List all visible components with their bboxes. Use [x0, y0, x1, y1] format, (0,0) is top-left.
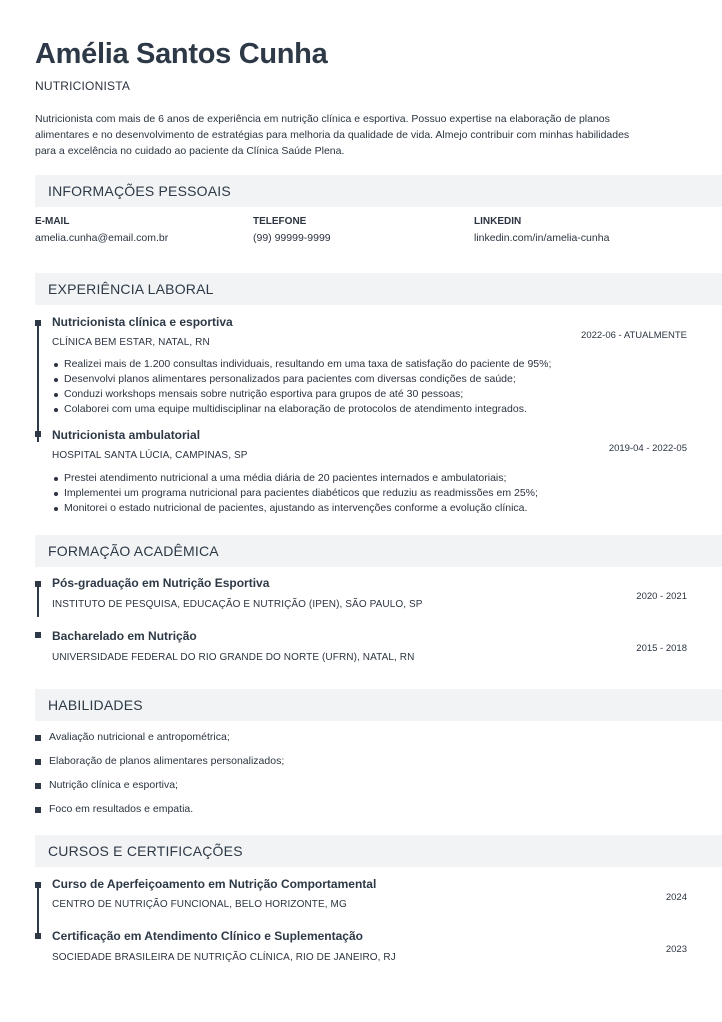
phone-value: (99) 99999-9999 — [253, 232, 331, 244]
degree-school: INSTITUTO DE PESQUISA, EDUCAÇÃO E NUTRIÇÃO (IPEN), SÃO PAULO, SP — [52, 599, 423, 610]
section-title: HABILIDADES — [48, 697, 143, 713]
degree-title: Pós-graduação em Nutrição Esportiva — [52, 576, 270, 590]
skill-label: Nutrição clínica e esportiva; — [49, 779, 178, 791]
bullet-square-icon — [35, 735, 41, 741]
phone-block — [253, 216, 331, 244]
skill-label: Avaliação nutricional e antropométrica; — [49, 731, 230, 743]
email-value[interactable]: amelia.cunha@email.com.br — [35, 232, 169, 244]
job-title: Nutricionista ambulatorial — [52, 428, 201, 442]
timeline-dot — [35, 933, 41, 939]
section-title: CURSOS E CERTIFICAÇÕES — [48, 843, 243, 859]
section-title: FORMAÇÃO ACADÊMICA — [48, 543, 219, 559]
candidate-name: Amélia Santos Cunha — [35, 38, 328, 70]
skill-label: Foco em resultados e empatia. — [49, 803, 194, 815]
list-item: Monitorei o estado nutricional de pacientes, ajustando as intervenções conforme a evolução clínica. — [52, 501, 538, 516]
bullet-square-icon — [35, 783, 41, 789]
timeline-line — [37, 320, 39, 442]
candidate-role: NUTRICIONISTA — [35, 79, 131, 93]
phone-label: TELEFONE — [253, 216, 307, 227]
degree-title: Bacharelado em Nutrição — [52, 629, 197, 643]
list-item: Colaborei com uma equipe multidisciplinar na elaboração de protocolos de atendimento integrados. — [52, 402, 551, 417]
course-institution: SOCIEDADE BRASILEIRA DE NUTRIÇÃO CLÍNICA, RIO DE JANEIRO, RJ — [52, 952, 396, 963]
degree-dates: 2020 - 2021 — [636, 591, 687, 602]
degree-dates: 2015 - 2018 — [636, 643, 687, 654]
course-institution: CENTRO DE NUTRIÇÃO FUNCIONAL, BELO HORIZONTE, MG — [52, 899, 347, 910]
linkedin-value[interactable]: linkedin.com/in/amelia-cunha — [474, 232, 610, 244]
bullet-square-icon — [35, 759, 41, 765]
list-item: Conduzi workshops mensais sobre nutrição esportiva para grupos de até 30 pessoas; — [52, 387, 551, 402]
section-title: EXPERIÊNCIA LABORAL — [48, 281, 214, 297]
job-achievements — [52, 471, 538, 516]
education-entry — [35, 629, 722, 669]
job-dates: 2022-06 - ATUALMENTE — [581, 330, 687, 341]
section-personal-info — [35, 175, 722, 207]
list-item: Realizei mais de 1.200 consultas individuais, resultando em uma taxa de satisfação do paciente de 95%; — [52, 357, 551, 372]
section-education — [35, 535, 722, 567]
timeline-dot — [35, 632, 41, 638]
email-block — [35, 216, 168, 244]
experience-entry — [35, 428, 722, 518]
course-year: 2023 — [665, 944, 687, 955]
education-entry — [35, 576, 722, 616]
course-entry — [35, 877, 722, 917]
timeline-dot — [35, 431, 41, 437]
list-item: Implementei um programa nutricional para pacientes diabéticos que reduziu as readmissões em 25%; — [52, 486, 538, 501]
section-courses — [35, 835, 722, 867]
job-employer: CLÍNICA BEM ESTAR, NATAL, RN — [52, 337, 210, 348]
job-dates: 2019-04 - 2022-05 — [608, 443, 687, 454]
job-title: Nutricionista clínica e esportiva — [52, 315, 233, 329]
course-year: 2024 — [665, 892, 687, 903]
course-title: Certificação em Atendimento Clínico e Suplementação — [52, 929, 363, 943]
linkedin-label: LINKEDIN — [474, 216, 522, 227]
timeline-line — [37, 581, 39, 617]
email-label: E-MAIL — [35, 216, 70, 227]
section-experience — [35, 273, 722, 305]
job-employer: HOSPITAL SANTA LÚCIA, CAMPINAS, SP — [52, 450, 248, 461]
job-achievements — [52, 357, 551, 417]
list-item: Prestei atendimento nutricional a uma média diária de 20 pacientes internados e ambulatoriais; — [52, 471, 538, 486]
section-title: INFORMAÇÕES PESSOAIS — [48, 183, 231, 199]
section-skills — [35, 689, 722, 721]
list-item: Desenvolvi planos alimentares personalizados para pacientes com diversas condições de saúde; — [52, 372, 551, 387]
linkedin-block — [474, 216, 609, 244]
degree-school: UNIVERSIDADE FEDERAL DO RIO GRANDE DO NORTE (UFRN), NATAL, RN — [52, 652, 415, 663]
profile-summary: Nutricionista com mais de 6 anos de experiência em nutrição clínica e esportiva. Possuo expertise na elaboração de planos alimentares e no desenvolvimento de estratégias para melhoria da qualidade de vida. Almejo contribuir com minhas habilidades para a excelência no cuidado ao paciente da Clínica Saúde Plena. — [35, 113, 630, 157]
course-entry — [35, 929, 722, 969]
experience-entry — [35, 315, 722, 425]
course-title: Curso de Aperfeiçoamento em Nutrição Comportamental — [52, 877, 377, 891]
bullet-square-icon — [35, 807, 41, 813]
skill-label: Elaboração de planos alimentares personalizados; — [49, 755, 285, 767]
